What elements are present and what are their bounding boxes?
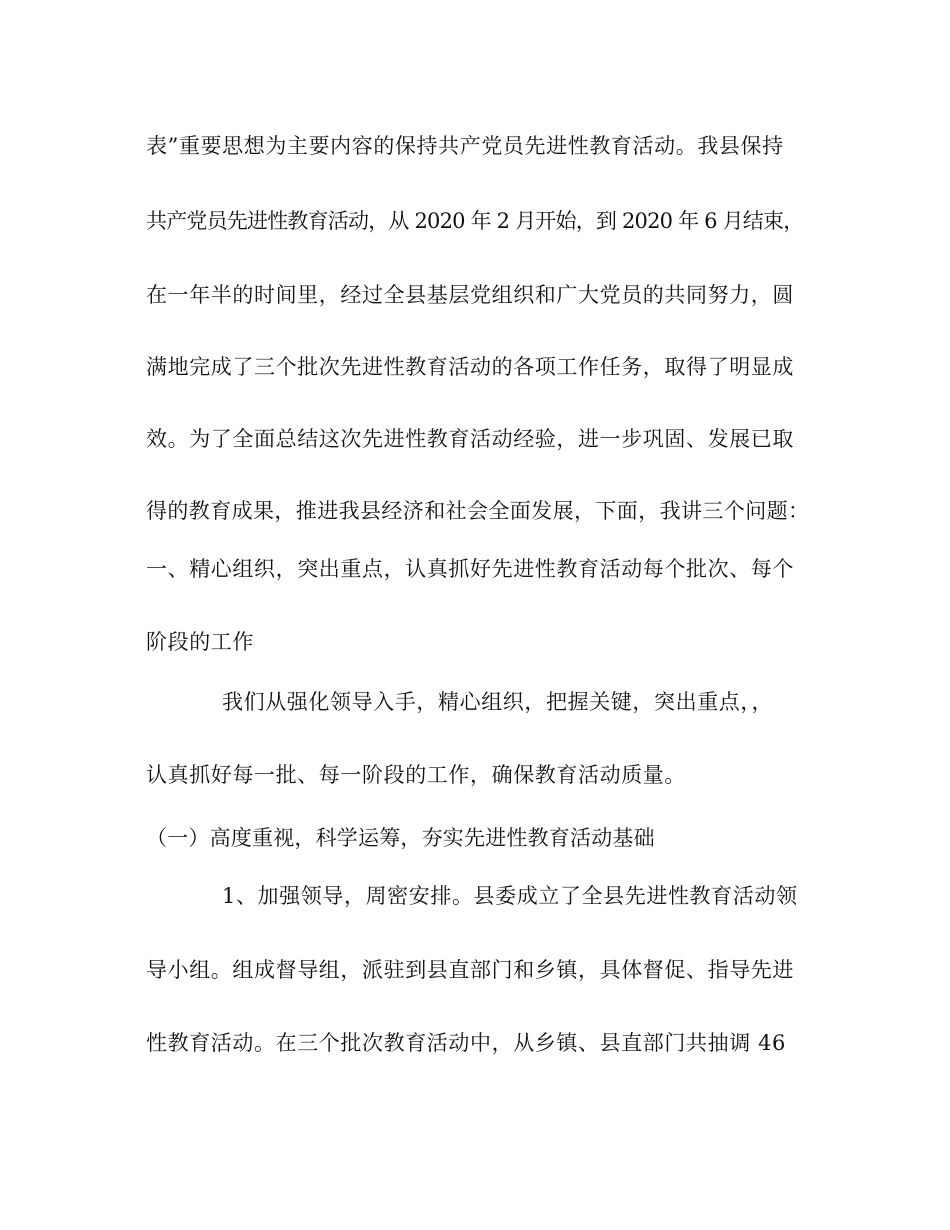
body-text-line: 效。为了全面总结这次先进性教育活动经验，进一步巩固、发展已取 [146,427,794,451]
body-text-line: 表”重要思想为主要内容的保持共产党员先进性教育活动。我县保持 [146,134,784,158]
subsection-heading-1: （一）高度重视，科学运筹，夯实先进性教育活动基础 [146,826,655,850]
body-text-line: 性教育活动。在三个批次教育活动中，从乡镇、县直部门共抽调 46 [146,1031,786,1055]
body-text-line: 共产党员先进性教育活动，从 2020 年 2 月开始，到 2020 年 6 月结束， [146,209,804,233]
body-text-line: 满地完成了三个批次先进性教育活动的各项工作任务，取得了明显成 [146,355,794,379]
body-text-line: 导小组。组成督导组，派驻到县直部门和乡镇，具体督促、指导先进 [146,958,794,982]
body-text-line: 得的教育成果，推进我县经济和社会全面发展，下面，我讲三个问题： [146,499,810,523]
paragraph-first-line: 我们从强化领导入手，精心组织，把握关键，突出重点，， [222,690,774,714]
section-heading-1-continued: 阶段的工作 [146,630,254,654]
paragraph-first-line: 1、加强领导，周密安排。县委成立了全县先进性教育活动领 [222,884,798,908]
body-text-line: 认真抓好每一批、每一阶段的工作，确保教育活动质量。 [146,763,686,787]
body-text-line: 在一年半的时间里，经过全县基层党组织和广大党员的共同努力，圆 [146,283,794,307]
section-heading-1: 一、精心组织，突出重点，认真抓好先进性教育活动每个批次、每个 [146,557,794,581]
